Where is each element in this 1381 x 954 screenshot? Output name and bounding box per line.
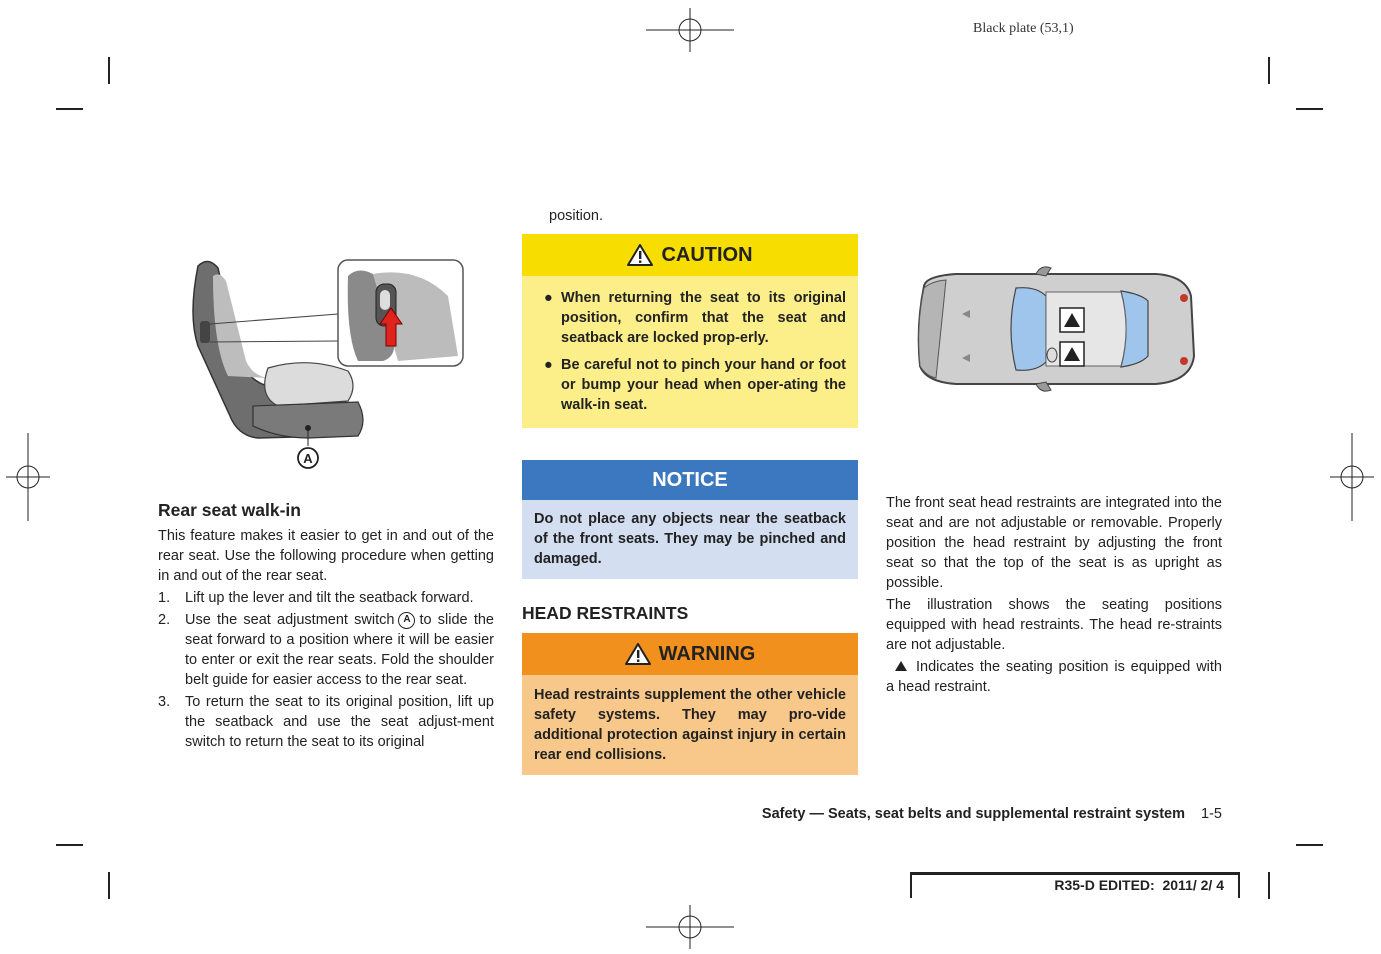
caution-bullet: [534, 355, 846, 415]
step-text: Lift up the lever and tilt the seatback forward.: [185, 590, 474, 606]
crop-mark: [108, 872, 110, 899]
notice-body: Do not place any objects near the seatback of the front seats. They may be pinched and damaged.: [522, 500, 858, 579]
registration-mark: [6, 433, 50, 521]
rear-seat-heading: Rear seat walk-in: [158, 500, 301, 520]
warning-triangle-icon: [625, 643, 651, 665]
edited-stamp: [910, 872, 1240, 898]
registration-mark: [1330, 433, 1374, 521]
step-text-before: Use the seat adjustment switch: [185, 612, 395, 628]
warning-body: Head restraints supplement the other vehicle safety systems. They may pro-vide additional protection against injury in certain rear end collisions.: [522, 675, 858, 775]
head-restraints-para-3: [886, 657, 1222, 697]
footer-section-title: [620, 806, 1222, 822]
step-3: [158, 692, 494, 752]
switch-a-symbol: A: [398, 612, 415, 629]
warning-box: [522, 633, 858, 775]
caution-box: [522, 234, 858, 428]
notice-header: [522, 460, 858, 500]
notice-box: [522, 460, 858, 579]
step-1: [158, 588, 494, 608]
crop-mark: [1296, 844, 1323, 846]
rear-seat-intro: This feature makes it easier to get in and out of the rear seat. Use the following procedure when getting in and out of the rear seat.: [158, 528, 494, 584]
head-restraints-para-3-text: Indicates the seating position is equipped with a head restraint.: [886, 659, 1222, 695]
edited-stamp-text: R35-D EDITED: 2011/ 2/ 4: [1054, 877, 1224, 893]
bullet-dot: ●: [544, 290, 553, 306]
seat-illustration: [158, 206, 494, 476]
warning-header: [522, 633, 858, 675]
car-top-view-illustration: [886, 206, 1222, 446]
warning-triangle-icon: [627, 244, 653, 266]
caution-title: CAUTION: [661, 243, 753, 266]
footer-page-number: 1-5: [1201, 806, 1222, 822]
caution-bullet-text: Be careful not to pinch your hand or foot or bump your head when oper-ating the walk-in seat.: [561, 357, 846, 413]
step-number: 1.: [158, 590, 171, 606]
crop-mark: [1296, 108, 1323, 110]
rear-seat-body: [158, 526, 494, 754]
registration-mark: [646, 905, 734, 949]
warning-title: WARNING: [658, 642, 756, 665]
crop-mark: [56, 108, 83, 110]
figure-label-a: A: [303, 451, 313, 466]
head-restraints-heading: HEAD RESTRAINTS: [522, 603, 689, 623]
notice-title: NOTICE: [652, 468, 728, 491]
footer-section: Safety — Seats, seat belts and supplemental restraint system: [761, 806, 1185, 822]
crop-mark: [1268, 872, 1270, 899]
caution-bullet: [534, 288, 846, 348]
registration-mark: [646, 8, 734, 52]
bullet-dot: ●: [544, 357, 553, 373]
step-number: 3.: [158, 694, 171, 710]
step-text: [185, 610, 494, 690]
step-text-after: to slide the seat forward to a position where it will be easier to enter or exit the rear seats. Fold the shoulder belt guide for easier access to the rear seat.: [185, 612, 494, 688]
head-restraints-para-1: The front seat head restraints are integrated into the seat and are not adjustable or removable. Properly position the head restraint by adjusting the front seat so that the top of the seat is as upright as possible.: [886, 495, 1222, 591]
crop-mark: [56, 844, 83, 846]
crop-mark: [108, 57, 110, 84]
step-2: [158, 610, 494, 690]
step-text: To return the seat to its original position, lift up the seatback and use the seat adjust-ment switch to return the seat to its original: [185, 694, 494, 750]
caution-bullet-text: When returning the seat to its original position, confirm that the seat and seatback are locked prop-erly.: [561, 290, 846, 346]
step-number: 2.: [158, 612, 171, 628]
caution-header: [522, 234, 858, 276]
head-restraint-triangle-icon: [886, 660, 916, 672]
head-restraints-para-2: The illustration shows the seating positions equipped with head restraints. The head re-straints are not adjustable.: [886, 597, 1222, 653]
continuation-text: position.: [549, 208, 604, 224]
crop-mark: [1268, 57, 1270, 84]
caution-body: [522, 276, 858, 428]
head-restraints-body: [886, 493, 1222, 697]
plate-label: Black plate (53,1): [973, 21, 1074, 36]
